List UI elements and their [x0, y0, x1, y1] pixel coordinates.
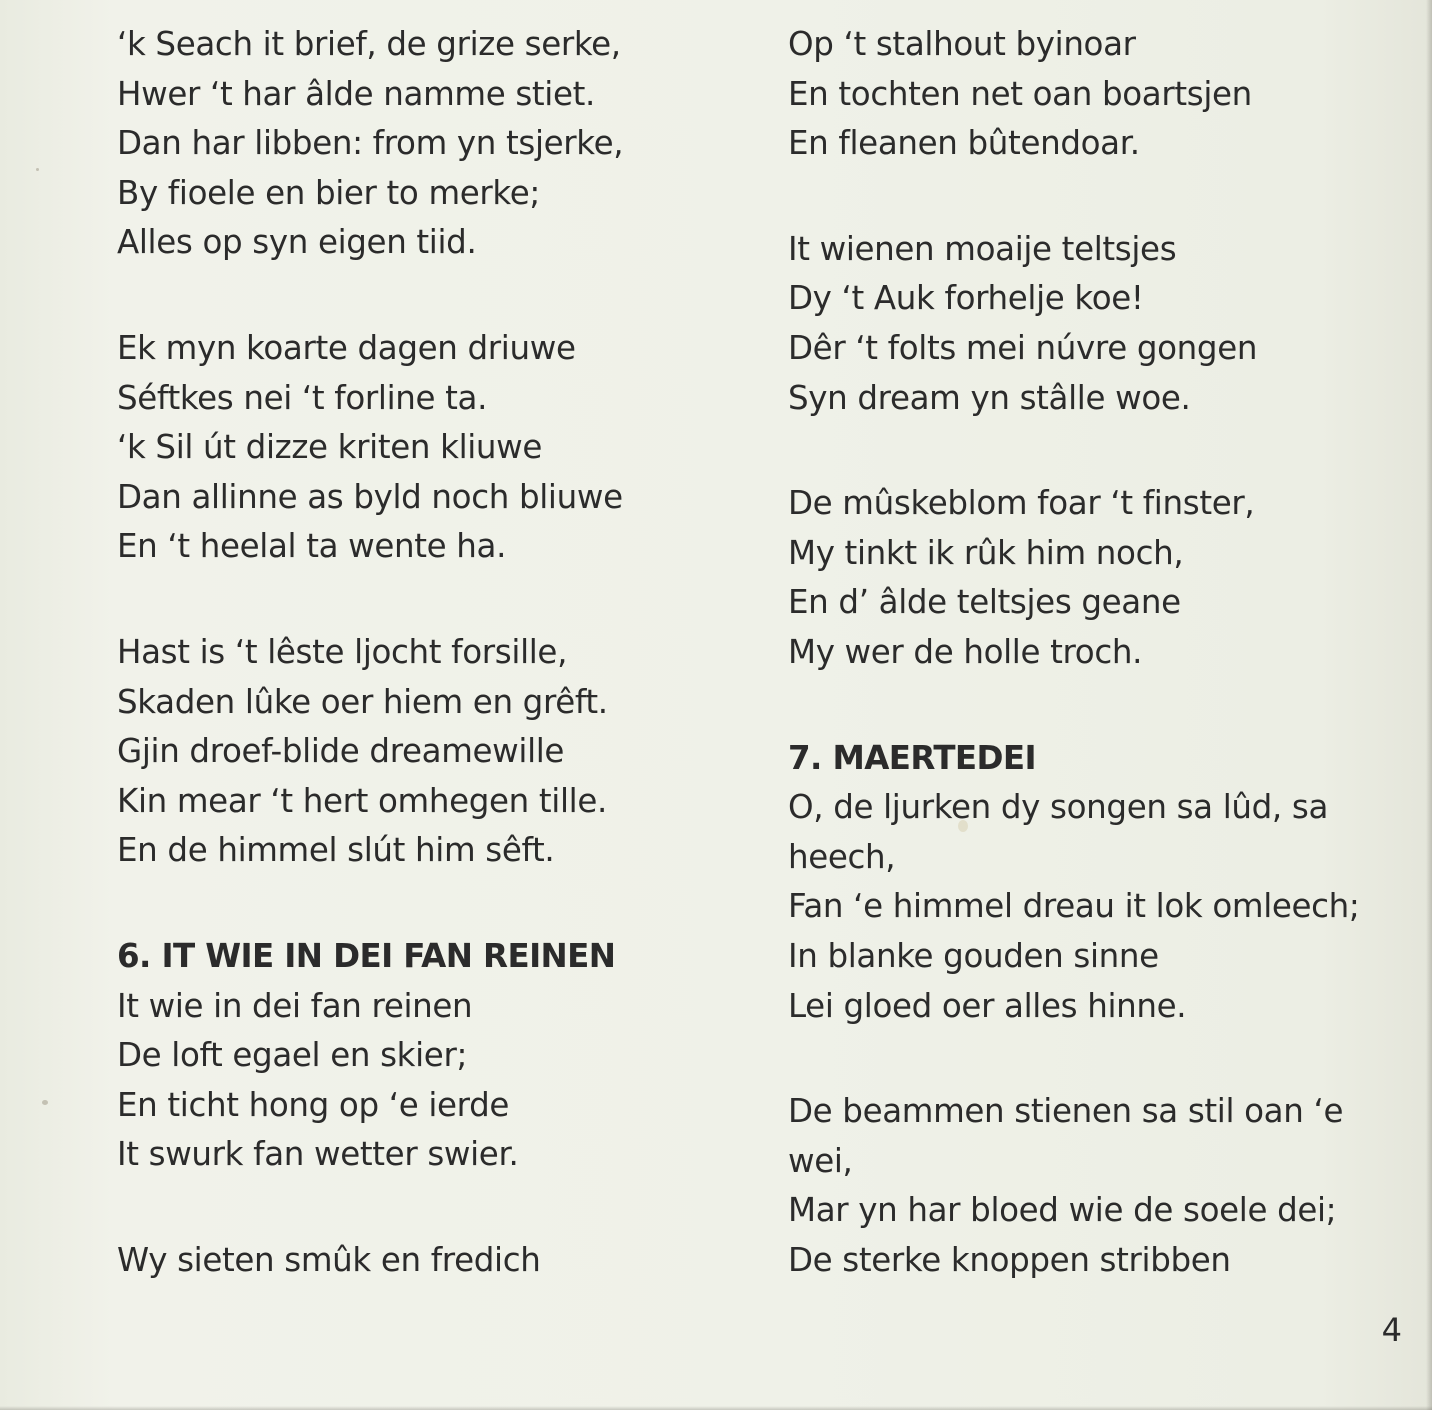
stanza — [117, 1236, 737, 1286]
stanza — [788, 225, 1413, 423]
verse-line: Hast is ‘t lêste ljocht forsille, — [117, 632, 568, 671]
stanza-spacer — [117, 268, 737, 324]
verse-line: Ek myn koarte dagen driuwe — [117, 328, 576, 367]
verse-line: Lei gloed oer alles hinne. — [788, 986, 1187, 1025]
verse-line: My wer de holle troch. — [788, 632, 1143, 671]
verse-line: In blanke gouden sinne — [788, 936, 1159, 975]
verse-line: Syn dream yn stâlle woe. — [788, 378, 1191, 417]
paper-speck — [36, 168, 39, 171]
stanza-spacer — [788, 1031, 1413, 1087]
stanza-spacer — [117, 1180, 737, 1236]
verse-line: It wie in dei fan reinen — [117, 986, 473, 1025]
verse-line: heech, — [788, 837, 896, 876]
verse-line: Dêr ‘t folts mei núvre gongen — [788, 328, 1258, 367]
verse-line: Alles op syn eigen tiid. — [117, 223, 477, 262]
verse-line: En de himmel slút him sêft. — [117, 831, 555, 870]
page-edge-shadow-right — [1426, 0, 1432, 1410]
stanza-spacer — [788, 423, 1413, 479]
verse-line: ‘k Seach it brief, de grize serke, — [117, 25, 621, 63]
right-column — [788, 20, 1413, 1285]
verse-line: De sterke knoppen stribben — [788, 1240, 1231, 1279]
verse-line: Séftkes nei ‘t forline ta. — [117, 378, 488, 417]
section-heading: 6. IT WIE IN DEI FAN REINEN — [117, 936, 616, 975]
verse-line: Dy ‘t Auk forhelje koe! — [788, 279, 1144, 318]
verse-line: Wy sieten smûk en fredich — [117, 1240, 541, 1279]
verse-line: En ‘t heelal ta wente ha. — [117, 527, 507, 566]
verse-line: Hwer ‘t har âlde namme stiet. — [117, 74, 596, 113]
verse-line: ‘k Sil út dizze kriten kliuwe — [117, 428, 543, 467]
verse-line: wei, — [788, 1141, 853, 1180]
left-column — [117, 20, 737, 1285]
verse-line: En d’ âlde teltsjes geane — [788, 583, 1181, 622]
verse-line: De beammen stienen sa stil oan ‘e — [788, 1092, 1344, 1131]
verse-line: Dan har libben: from yn tsjerke, — [117, 124, 624, 163]
stanza — [788, 479, 1413, 677]
stanza — [117, 982, 737, 1180]
verse-line: En fleanen bûtendoar. — [788, 124, 1140, 163]
stanza-spacer — [117, 572, 737, 628]
section-heading: 7. MAERTEDEI — [788, 738, 1036, 777]
verse-line: Gjin droef-blide dreamewille — [117, 732, 565, 771]
verse-line: Kin mear ‘t hert omhegen tille. — [117, 781, 607, 820]
verse-line: En tochten net oan boartsjen — [788, 74, 1252, 113]
verse-line: Dan allinne as byld noch bliuwe — [117, 477, 623, 516]
verse-line: By fioele en bier to merke; — [117, 173, 540, 212]
page-edge-shadow-bottom — [0, 1406, 1432, 1410]
verse-line: Mar yn har bloed wie de soele dei; — [788, 1191, 1337, 1230]
stanza-spacer — [788, 678, 1413, 734]
stanza — [788, 783, 1413, 1031]
verse-line: Fan ‘e himmel dreau it lok omleech; — [788, 887, 1360, 926]
verse-line: It wienen moaije teltsjes — [788, 229, 1177, 268]
verse-line: De loft egael en skier; — [117, 1036, 468, 1075]
stanza — [117, 20, 737, 268]
verse-line: En ticht hong op ‘e ierde — [117, 1085, 510, 1124]
paper-speck — [42, 1100, 48, 1105]
page-number: 4 — [1381, 1311, 1402, 1349]
verse-line: It swurk fan wetter swier. — [117, 1135, 519, 1174]
stanza — [788, 1087, 1413, 1285]
stanza — [788, 20, 1413, 169]
verse-line: My tinkt ik rûk him noch, — [788, 533, 1184, 572]
stanza-spacer — [117, 876, 737, 932]
verse-line: Skaden lûke oer hiem en grêft. — [117, 682, 608, 721]
stanza-spacer — [788, 169, 1413, 225]
verse-line: O, de ljurken dy songen sa lûd, sa — [788, 788, 1329, 827]
verse-line: De mûskeblom foar ‘t finster, — [788, 484, 1255, 523]
verse-line: Op ‘t stalhout byinoar — [788, 25, 1136, 63]
stanza — [117, 628, 737, 876]
stanza — [117, 324, 737, 572]
